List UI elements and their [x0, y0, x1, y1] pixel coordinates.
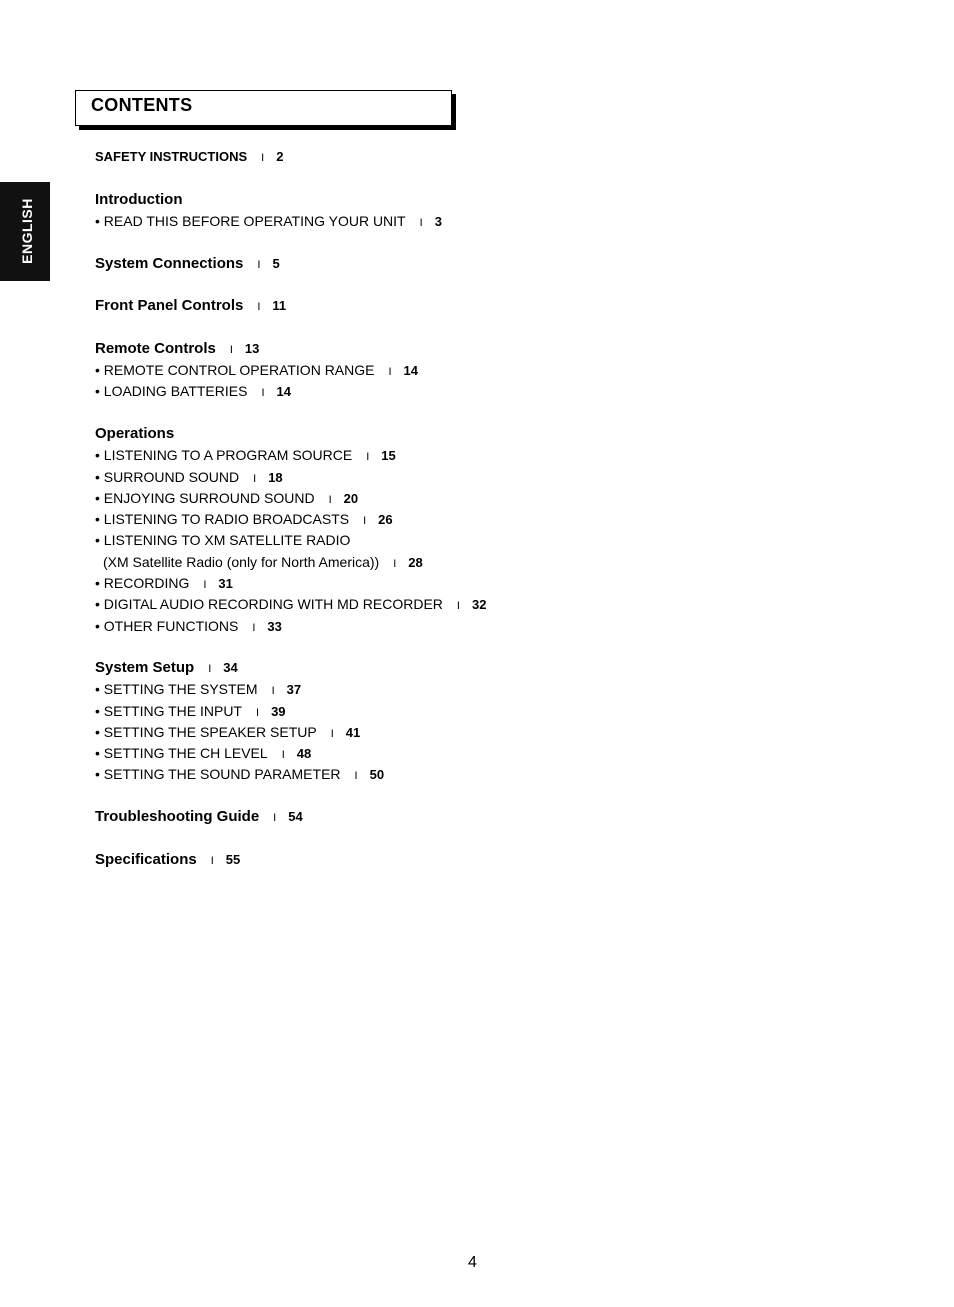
- toc-section-operations[interactable]: Operations: [95, 425, 175, 442]
- toc-item-remote-range[interactable]: • REMOTE CONTROL OPERATION RANGE I 14: [95, 362, 419, 378]
- toc-item-other-functions[interactable]: • OTHER FUNCTIONS I 33: [95, 618, 282, 634]
- toc-item-setting-system[interactable]: • SETTING THE SYSTEM I 37: [95, 681, 302, 697]
- toc-section-system-setup[interactable]: System Setup I 34: [95, 659, 238, 676]
- toc-item-xm-note[interactable]: (XM Satellite Radio (only for North America)) I 28: [103, 554, 423, 570]
- toc-item-program-source[interactable]: • LISTENING TO A PROGRAM SOURCE I 15: [95, 447, 396, 463]
- toc-section-troubleshooting[interactable]: Troubleshooting Guide I 54: [95, 808, 303, 825]
- page-title: CONTENTS: [91, 95, 193, 115]
- toc-section-front-panel-controls[interactable]: Front Panel Controls I 11: [95, 297, 287, 314]
- toc-item-ch-level[interactable]: • SETTING THE CH LEVEL I 48: [95, 745, 312, 761]
- toc-entry-safety-instructions[interactable]: SAFETY INSTRUCTIONS I 2: [95, 149, 284, 164]
- toc-item-surround-sound[interactable]: • SURROUND SOUND I 18: [95, 469, 283, 485]
- toc-section-system-connections[interactable]: System Connections I 5: [95, 255, 280, 272]
- toc-item-xm-satellite[interactable]: • LISTENING TO XM SATELLITE RADIO: [95, 532, 351, 548]
- toc-section-remote-controls[interactable]: Remote Controls I 13: [95, 340, 260, 357]
- toc-item-radio-broadcasts[interactable]: • LISTENING TO RADIO BROADCASTS I 26: [95, 511, 393, 527]
- contents-heading-box: [75, 90, 452, 126]
- page-number: 4: [468, 1254, 477, 1271]
- toc-item-recording[interactable]: • RECORDING I 31: [95, 575, 233, 591]
- toc-item-speaker-setup[interactable]: • SETTING THE SPEAKER SETUP I 41: [95, 724, 361, 740]
- toc-item-md-recording[interactable]: • DIGITAL AUDIO RECORDING WITH MD RECORDER I 32: [95, 596, 487, 612]
- toc-item-sound-parameter[interactable]: • SETTING THE SOUND PARAMETER I 50: [95, 766, 385, 782]
- toc-item-read-before[interactable]: • READ THIS BEFORE OPERATING YOUR UNIT I 3: [95, 213, 442, 229]
- toc-section-introduction[interactable]: Introduction: [95, 191, 183, 208]
- toc-item-setting-input[interactable]: • SETTING THE INPUT I 39: [95, 703, 286, 719]
- toc-item-enjoying-surround[interactable]: • ENJOYING SURROUND SOUND I 20: [95, 490, 359, 506]
- language-tab-label: ENGLISH: [19, 198, 35, 264]
- toc-section-specifications[interactable]: Specifications I 55: [95, 851, 241, 868]
- toc-item-loading-batteries[interactable]: • LOADING BATTERIES I 14: [95, 383, 291, 399]
